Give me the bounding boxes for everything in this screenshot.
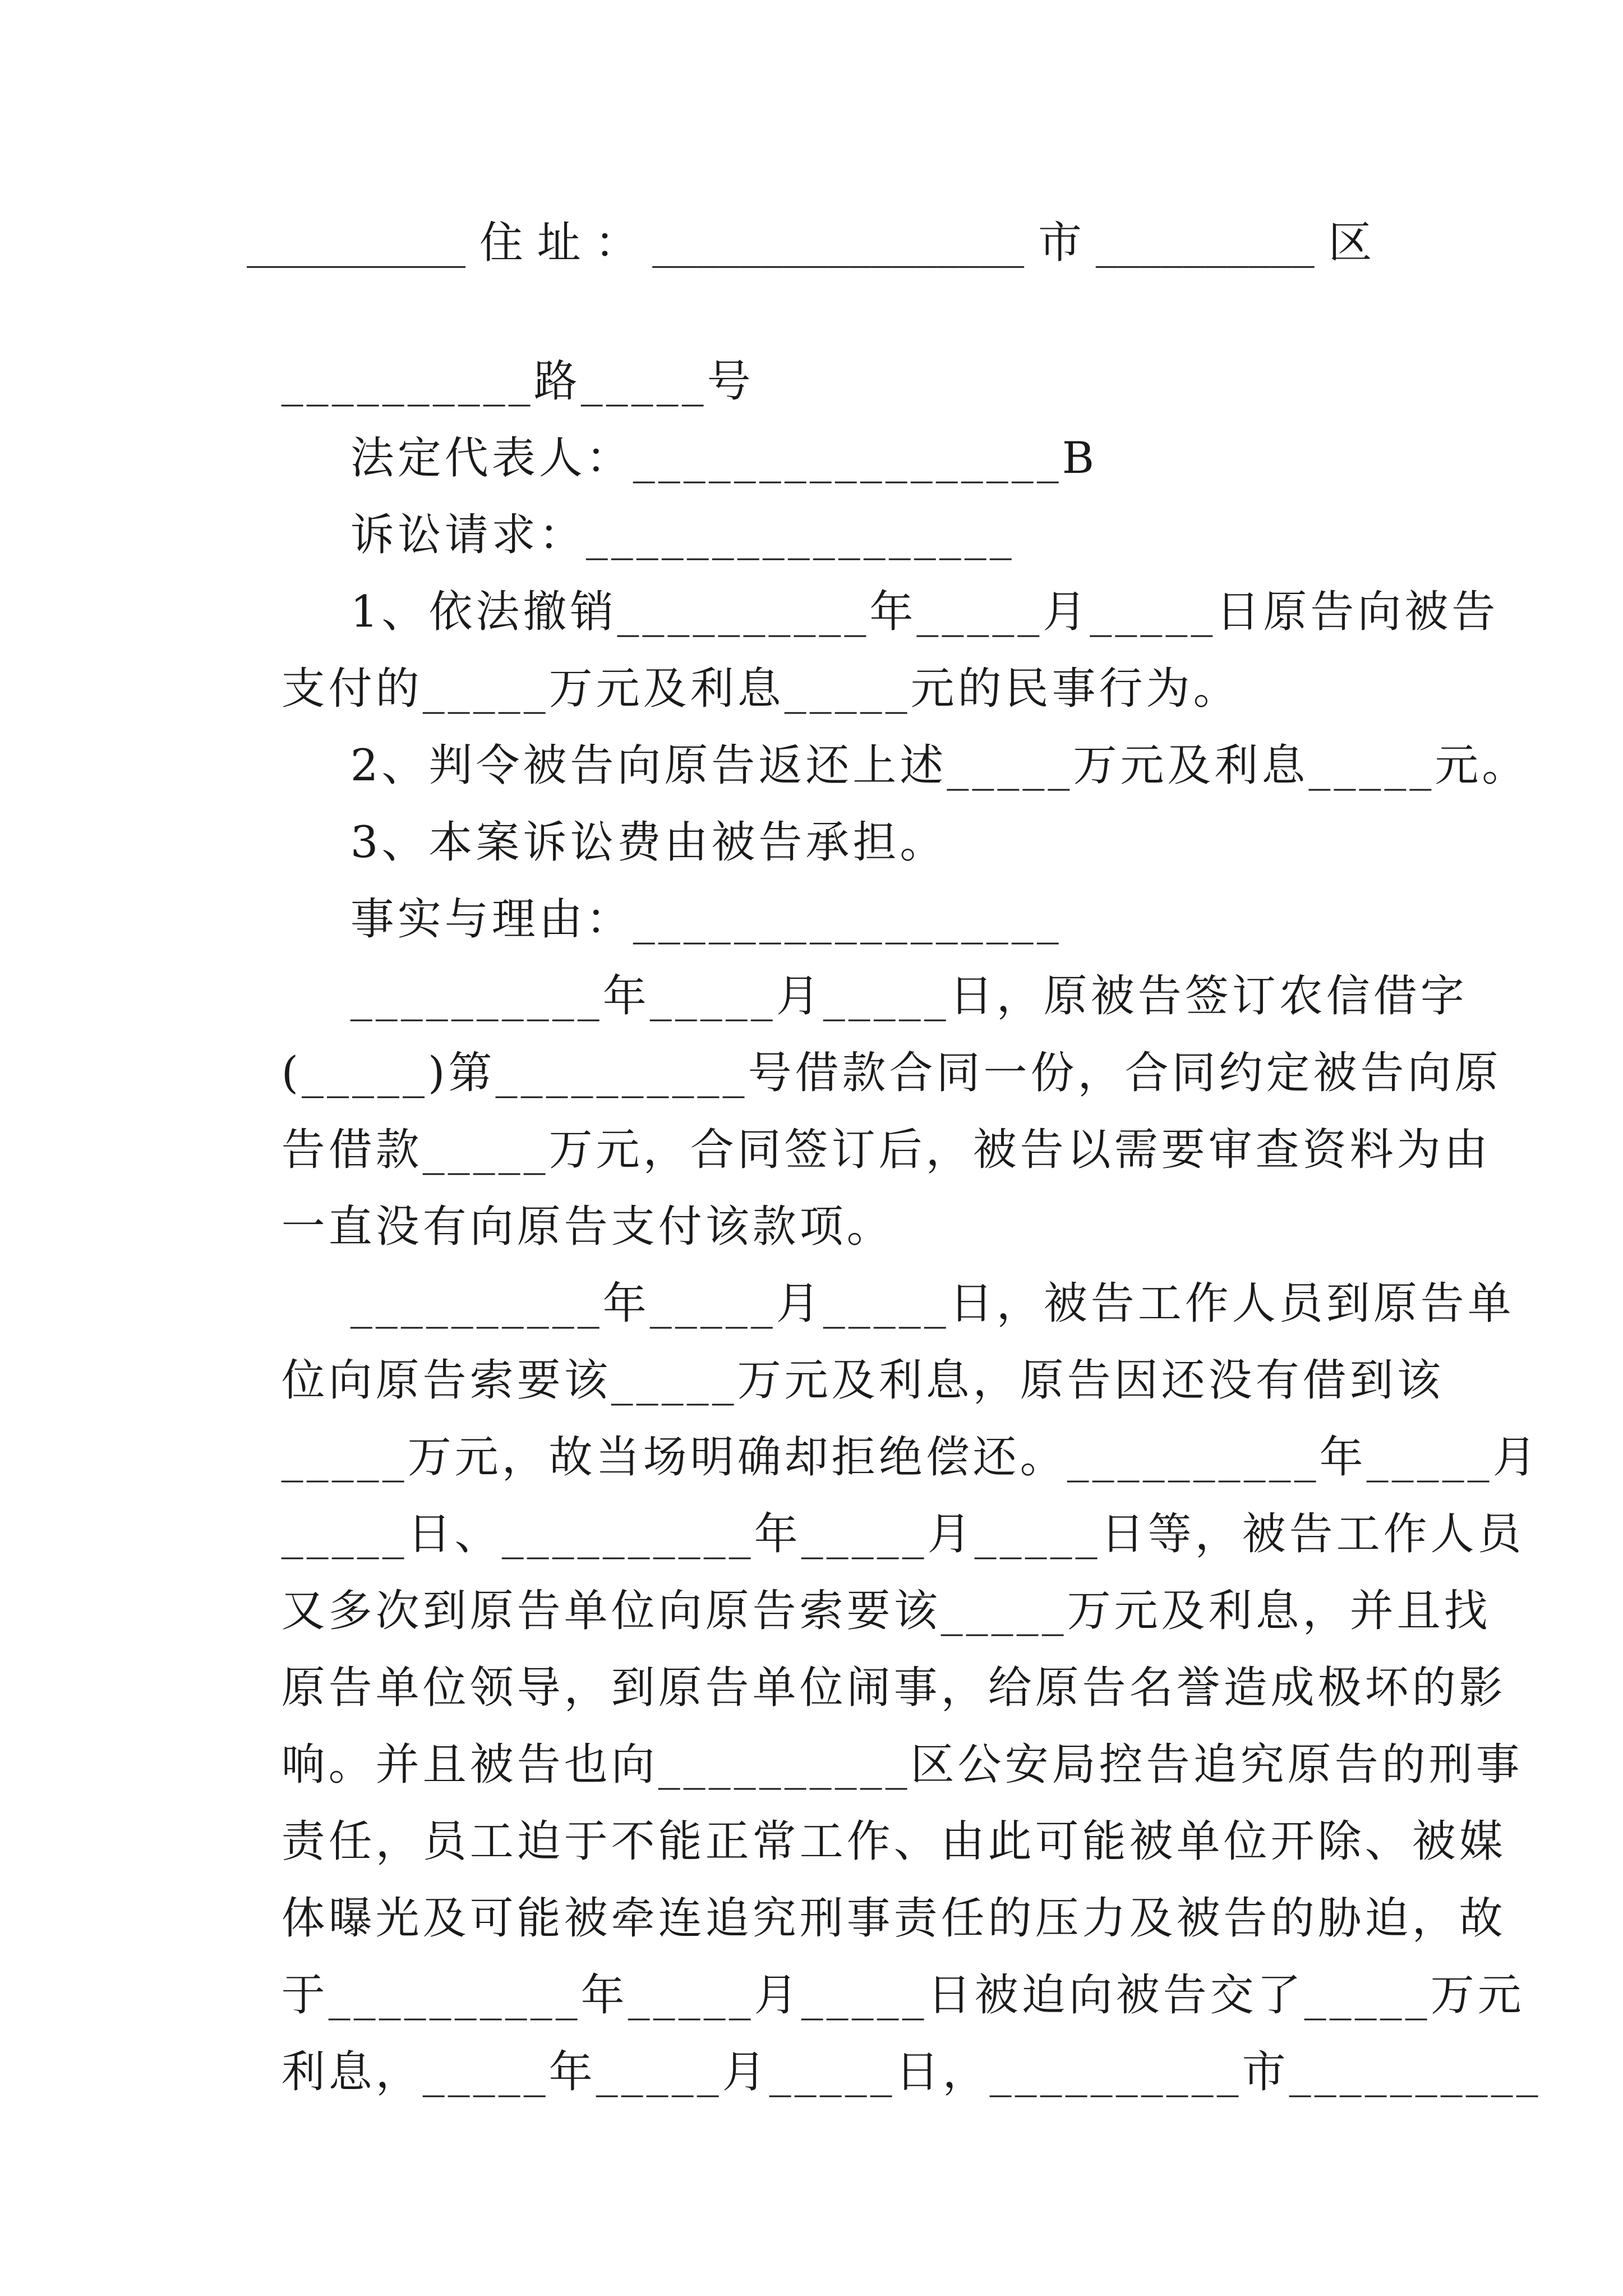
facts-para-2-text-5: 又多次到原告单位向原告索要该_____万元及利息，并且找: [281, 1586, 1491, 1636]
facts-para-2-text-11: 利息，_____年_____月_____日，__________市__________: [281, 2047, 1542, 2097]
facts-heading-text: 事实与理由：_________________: [281, 894, 1062, 945]
claims-heading: [247, 443, 1391, 560]
facts-para-2-line-5: [247, 1519, 1491, 1636]
facts-para-2-line-3: [247, 1365, 1540, 1483]
address-line-text: __________ 住 址 ： _________________ 市 __________ 区: [247, 218, 1372, 268]
facts-para-1-text-2: (_____)第__________号借款合同一份，合同约定被告向原: [281, 1048, 1502, 1098]
claims-heading-text: 诉讼请求：_________________: [281, 510, 1015, 560]
facts-para-2-line-2: [247, 1288, 1444, 1406]
facts-para-1-line-3: [247, 1057, 1491, 1175]
claim-1-line-2: [247, 596, 1391, 714]
legal-representative-line: [247, 366, 1391, 484]
facts-para-2-text-8: 责任，员工迫于不能正常工作、由此可能被单位开除、被媒: [281, 1816, 1506, 1867]
facts-para-1-line-1: [247, 904, 1468, 1022]
facts-para-2-line-11: [247, 1980, 1542, 2097]
claim-3-text: 3、本案诉讼费由被告承担。: [281, 817, 947, 868]
claim-2-text: 2、判令被告向原告返还上述_____万元及利息_____元。: [281, 740, 1529, 791]
facts-para-2-line-4: [247, 1442, 1525, 1559]
road-line-text: __________路_____号: [281, 356, 754, 407]
legal-representative-text: 法定代表人：_________________B: [281, 433, 1098, 484]
claim-1-line-1: [247, 519, 1499, 637]
facts-para-2-line-1: [247, 1211, 1515, 1329]
facts-para-2-text-3: _____万元，故当场明确却拒绝偿还。__________年_____月: [281, 1432, 1540, 1483]
facts-para-2-text-9: 体曝光及可能被牵连追究刑事责任的压力及被告的胁迫，故: [281, 1893, 1506, 1944]
facts-para-2-text-6: 原告单位领导，到原告单位闹事，给原告名誉造成极坏的影: [281, 1663, 1506, 1713]
claim-1-text-2: 支付的_____万元及利息_____元的民事行为。: [281, 664, 1241, 714]
facts-para-1-text-3: 告借款_____万元，合同签订后，被告以需要审查资料为由: [281, 1125, 1491, 1175]
facts-para-2-text-4: _____日、__________年_____月_____日等，被告工作人员: [281, 1509, 1525, 1559]
facts-para-2-line-10: [247, 1903, 1525, 2021]
facts-para-2-line-6: [247, 1595, 1506, 1713]
address-line: [247, 212, 1391, 274]
road-line: [247, 289, 1391, 407]
facts-para-2-text-7: 响。并且被告也向__________区公安局控告追究原告的刑事: [281, 1740, 1523, 1790]
facts-para-2-text-1: __________年_____月_____日，被告工作人员到原告单: [281, 1278, 1515, 1329]
facts-para-1-text-1: __________年_____月_____日，原被告签订农信借字: [281, 971, 1468, 1022]
facts-para-1-line-4: [247, 1134, 1391, 1252]
claim-3-line: [247, 750, 1391, 868]
facts-para-2-line-9: [247, 1826, 1506, 1944]
facts-para-1-text-4: 一直没有向原告支付该款项。: [281, 1202, 894, 1252]
facts-para-2-line-7: [247, 1672, 1523, 1790]
facts-para-2-text-2: 位向原告索要该_____万元及利息，原告因还没有借到该: [281, 1355, 1444, 1406]
claim-2-line: [247, 673, 1529, 791]
claim-1-text-1: 1、依法撤销__________年_____月_____日原告向被告: [281, 587, 1499, 637]
facts-para-2-text-10: 于__________年_____月_____日被迫向被告交了_____万元: [281, 1970, 1525, 2021]
facts-para-2-line-8: [247, 1749, 1506, 1867]
facts-heading: [247, 827, 1391, 945]
facts-para-1-line-2: [247, 981, 1502, 1098]
